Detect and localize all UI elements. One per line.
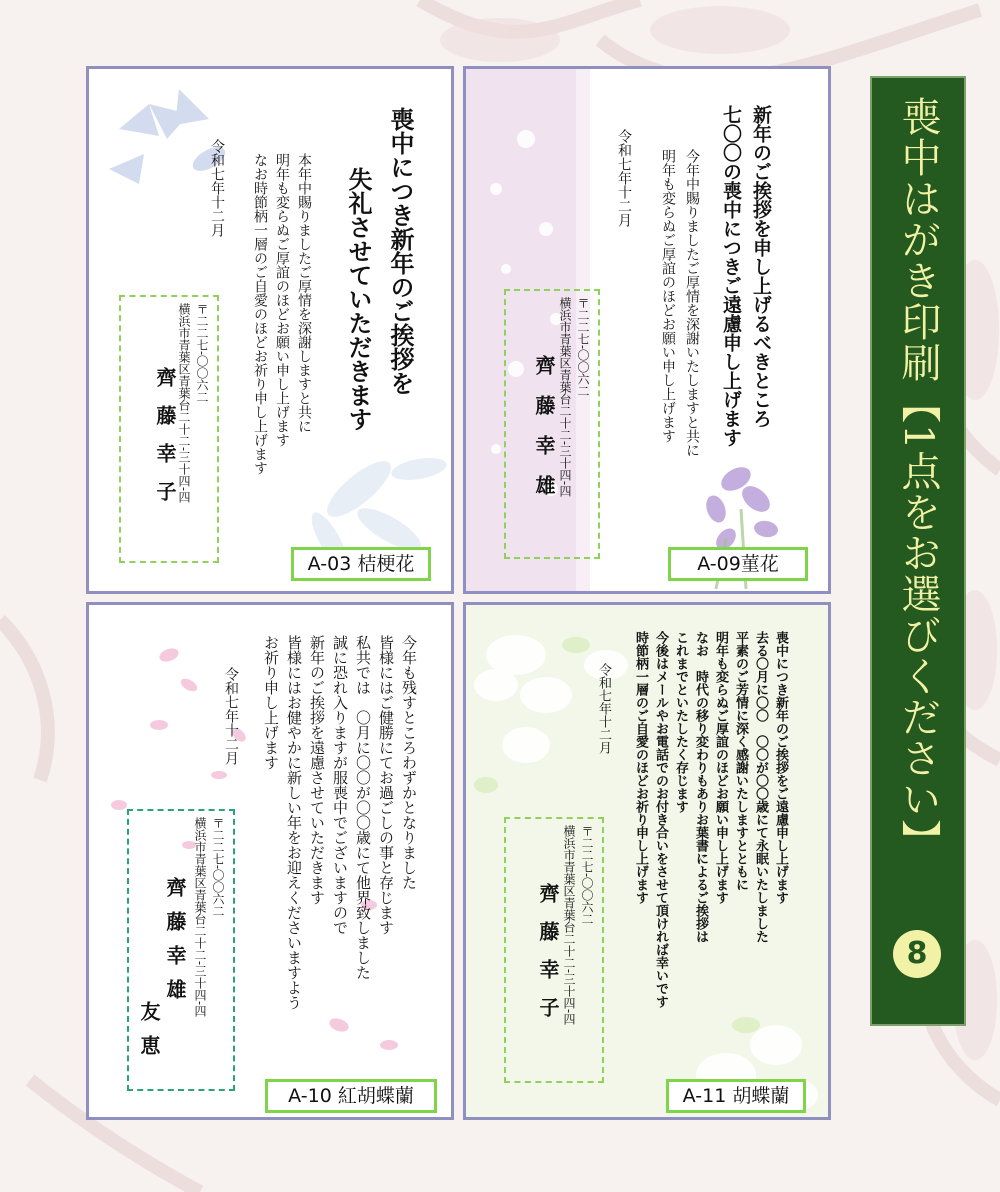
card-date: 令和七年十二月 <box>223 667 239 765</box>
address-text: 横浜市青葉区青葉台二十二-三十四-四 <box>177 303 191 504</box>
body-line: 今後はメールやお電話でのお付き合いをさせて頂ければ幸いです <box>653 631 668 1008</box>
body-line: なお 時代の移り変わりもありお葉書によるご挨拶は <box>693 631 708 943</box>
body-line: なお時節柄一層のご自愛のほどお祈り申し上げます <box>252 153 268 475</box>
design-label: A-11 胡蝶蘭 <box>666 1079 806 1113</box>
card-date: 令和七年十二月 <box>209 139 225 237</box>
address-box <box>504 289 600 559</box>
body-line: 去る〇月に〇〇 〇〇が〇〇歳にて永眠いたしました <box>753 631 768 943</box>
body-line: 皆様にはお健やかに新しい年をお迎えくださいますよう <box>285 635 303 1010</box>
card-a03[interactable] <box>86 66 454 594</box>
heading-line: 喪中につき新年のご挨拶を <box>386 107 415 395</box>
card-body <box>630 631 790 1101</box>
card-date: 令和七年十二月 <box>596 663 611 754</box>
address-text: 横浜市青葉区青葉台二十二-三十四-四 <box>558 297 572 498</box>
body-line: 今年中賜りましたご厚情を深謝いたしますと共に <box>684 149 700 457</box>
sender-name: 齊藤幸雄 <box>532 355 556 515</box>
design-label: A-09菫花 <box>668 547 808 581</box>
card-body <box>259 635 420 1095</box>
sender-name: 齊藤幸子 <box>536 883 560 1035</box>
body-line: 本年中賜りましたご厚情を深謝しますと共に <box>296 153 312 433</box>
sender-name: 齊藤幸雄 <box>163 877 187 1013</box>
sender-name-second: 友恵 <box>137 1001 161 1069</box>
postal-code: 〒二二七-〇〇六二 <box>576 297 590 398</box>
heading-line: 失礼させていただきます <box>344 167 373 431</box>
card-body <box>656 149 704 509</box>
design-label: A-10 紅胡蝶蘭 <box>265 1079 437 1113</box>
sender-name: 齊藤幸子 <box>153 367 177 519</box>
card-a09[interactable] <box>463 66 831 594</box>
body-line: 明年も変らぬご厚誼のほどお願い申し上げます <box>713 631 728 904</box>
body-line: 今年も残すところわずかとなりました <box>400 635 418 890</box>
body-line: 皆様にはご健勝にてお過ごしの事と存じます <box>377 635 395 935</box>
postal-code: 〒二二七-〇〇六二 <box>195 303 209 404</box>
body-line: 平素のご芳情に深く感謝いたしますとともに <box>733 631 748 891</box>
address-text: 横浜市青葉区青葉台二十二-三十四-四 <box>562 825 576 1026</box>
body-line: 明年も変らぬご厚誼のほどお願い申し上げます <box>660 149 676 443</box>
address-box <box>127 809 235 1091</box>
body-line: 誠に恐れ入りますが服喪中でございますので <box>331 635 349 935</box>
heading-line: 七〇〇の喪中につきご遠慮申し上げます <box>720 105 742 447</box>
body-line: 喪中につき新年のご挨拶をご遠慮申し上げます <box>773 631 788 904</box>
card-a10[interactable] <box>86 602 454 1120</box>
heading-line: 新年のご挨拶を申し上げるべきところ <box>750 105 772 428</box>
card-heading <box>337 107 421 487</box>
card-body <box>249 153 315 553</box>
address-box <box>119 295 219 563</box>
address-box <box>504 817 604 1083</box>
sidebar-title: 喪中はがき印刷【1点をお選びください】 <box>895 96 941 861</box>
page-number-badge: 8 <box>893 930 941 978</box>
body-line: これまでといたしたく存じます <box>673 631 688 813</box>
design-label: A-03 桔梗花 <box>291 547 431 581</box>
card-date: 令和七年十二月 <box>616 129 632 227</box>
body-line: 新年のご挨拶を遠慮させていただきます <box>308 635 326 905</box>
body-line: 明年も変らぬご厚誼のほどお願い申し上げます <box>274 153 290 447</box>
postal-code: 〒二二七-〇〇六二 <box>580 825 594 926</box>
card-heading <box>716 105 776 525</box>
body-line: 時節柄一層のご自愛のほどお祈り申し上げます <box>633 631 648 904</box>
body-line: お祈り申し上げます <box>262 635 280 770</box>
postal-code: 〒二二七-〇〇六二 <box>211 817 225 918</box>
body-line: 私共では 〇月に〇〇が〇〇歳にて他界致しました <box>354 635 372 980</box>
address-text: 横浜市青葉区青葉台二十二-三十四-四 <box>193 817 207 1018</box>
card-a11[interactable] <box>463 602 831 1120</box>
